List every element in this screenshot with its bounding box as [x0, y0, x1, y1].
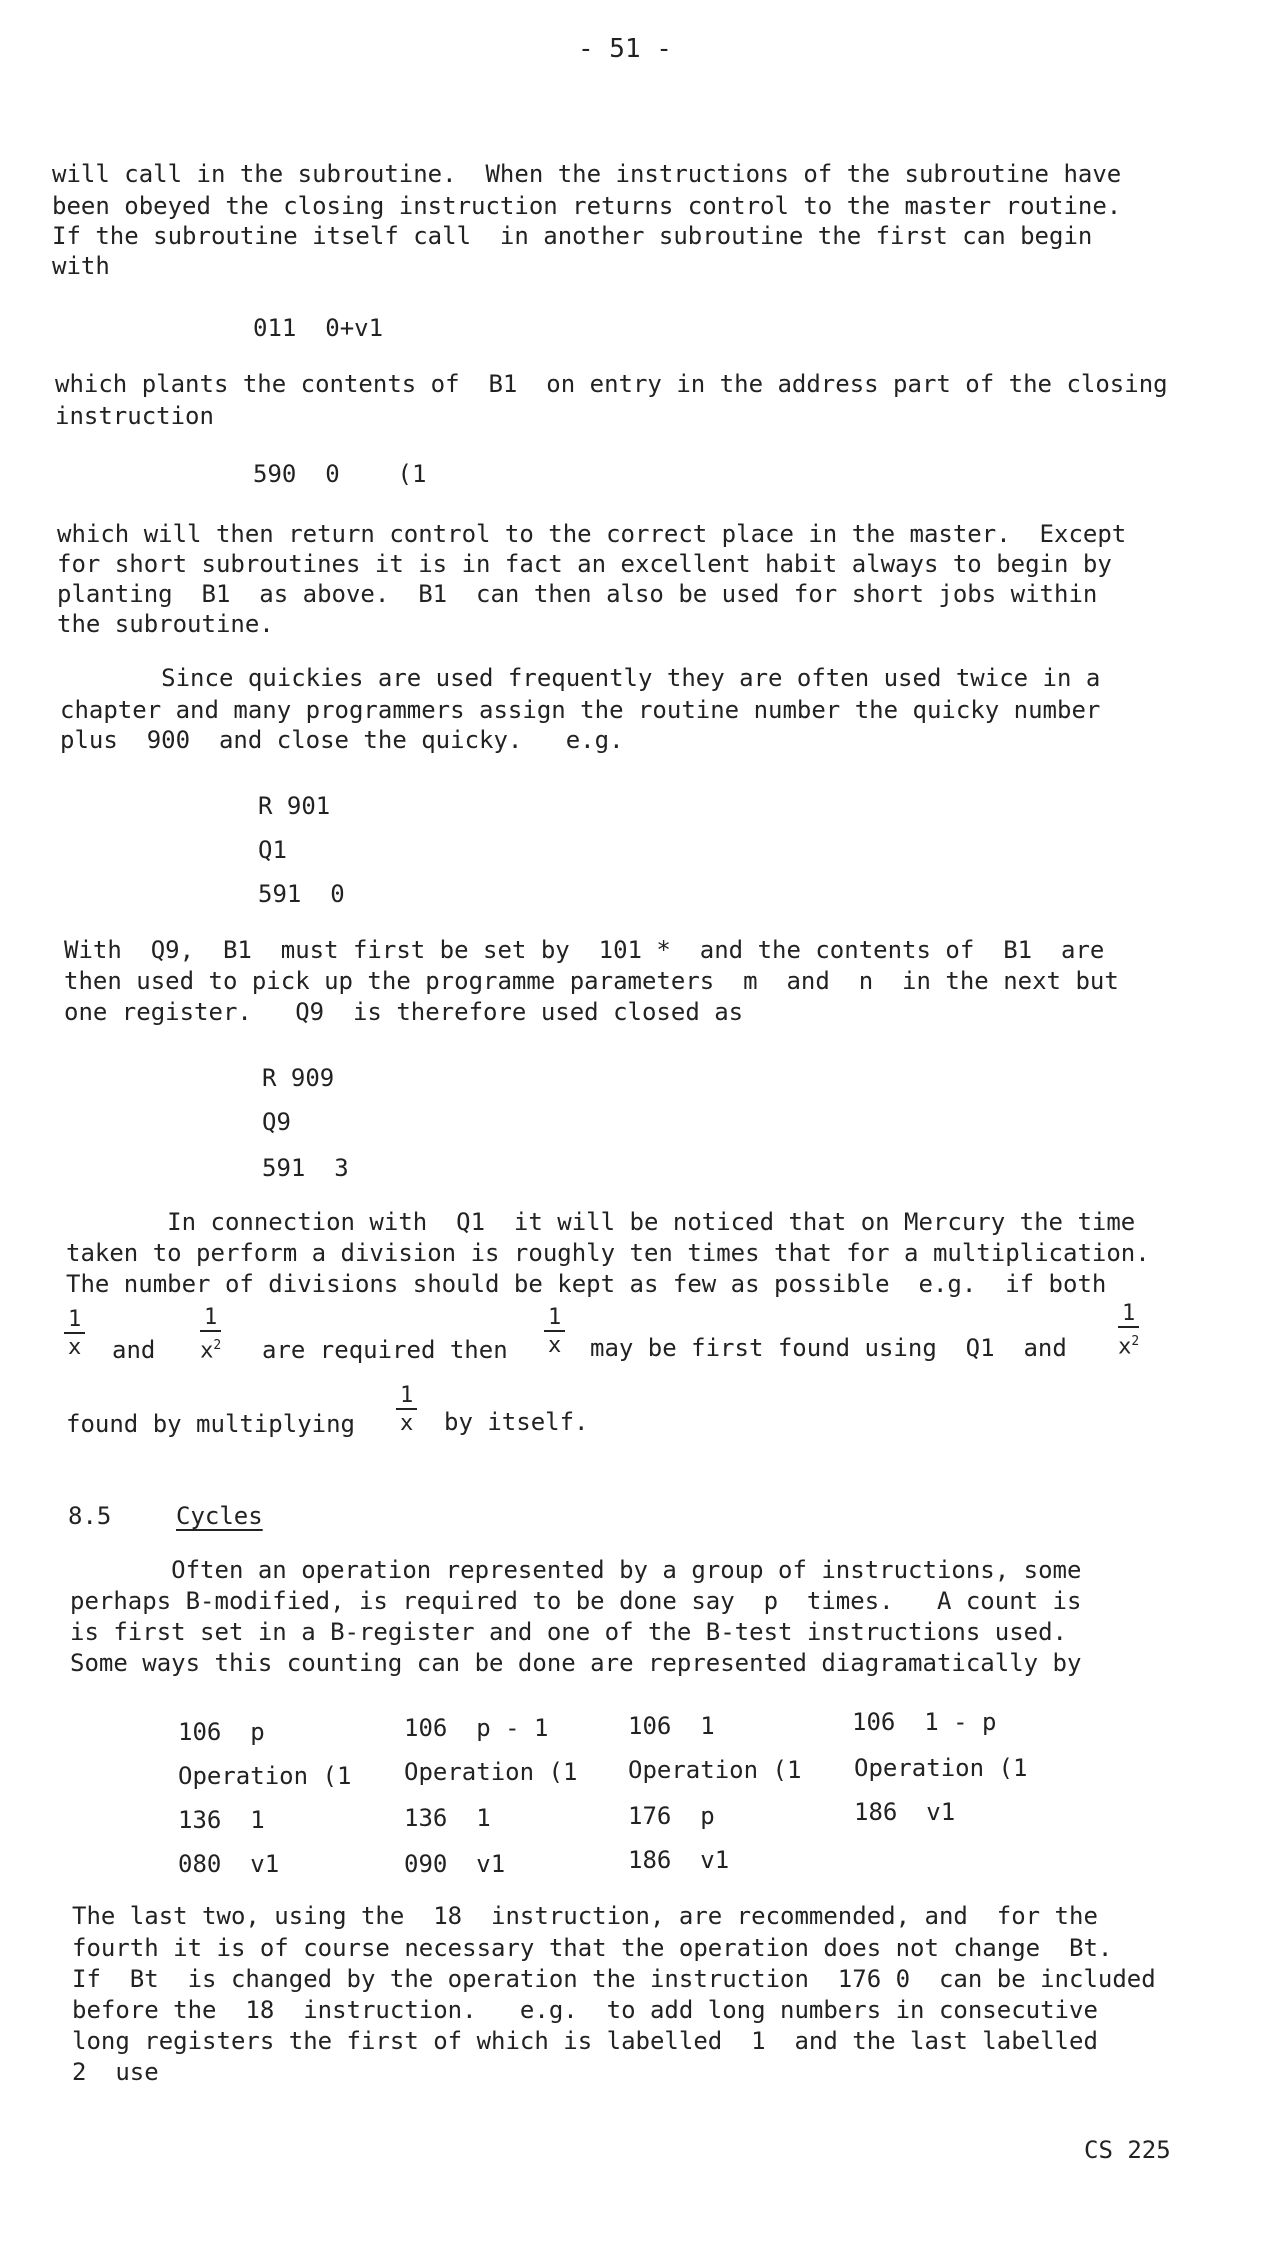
text-line: plus 900 and close the quicky. e.g. [60, 726, 624, 754]
section-title: Cycles [176, 1502, 263, 1530]
table-cell: 186 v1 [628, 1846, 730, 1874]
table-cell: Operation (1 [404, 1758, 578, 1786]
table-cell: 136 1 [178, 1806, 265, 1834]
text-line: Some ways this counting can be done are represented diagramatically by [70, 1649, 1082, 1677]
text-line: 2 use [72, 2058, 159, 2086]
text-line: perhaps B-modified, is required to be done say p times. A count is [70, 1587, 1082, 1615]
code-line: Q9 [262, 1108, 291, 1136]
fraction: $\frac{1}{x^2}$ [1118, 1301, 1140, 1360]
text-line: which plants the contents of B1 on entry in the address part of the closing [55, 370, 1168, 398]
text-line: one register. Q9 is therefore used closed as [64, 998, 744, 1026]
cycle-table [0, 1708, 1266, 1882]
code-line: 591 3 [262, 1154, 349, 1182]
text-line: Since quickies are used frequently they are often used twice in a [60, 664, 1101, 692]
code-line: Q1 [258, 836, 287, 864]
text-line: fourth it is of course necessary that the operation does not change Bt. [72, 1934, 1113, 1962]
table-cell: 090 v1 [404, 1850, 506, 1878]
code-line: R 901 [258, 792, 331, 820]
text-line: is first set in a B-register and one of the B-test instructions used. [70, 1618, 1067, 1646]
text-line: instruction [55, 402, 214, 430]
text-line: If Bt is changed by the operation the instruction 176 0 can be included [72, 1965, 1156, 1993]
table-cell: 080 v1 [178, 1850, 280, 1878]
text-line: planting B1 as above. B1 can then also be used for short jobs within [57, 580, 1098, 608]
text-line: chapter and many programmers assign the routine number the quicky number [60, 696, 1101, 724]
text-line: With Q9, B1 must first be set by 101 * and the contents of B1 are [64, 936, 1105, 964]
text-line: with [52, 252, 110, 280]
code-line: 590 0 (1 [253, 460, 427, 488]
code-line: R 909 [262, 1064, 335, 1092]
table-cell: 176 p [628, 1802, 715, 1830]
text-line: Often an operation represented by a group of instructions, some [70, 1556, 1082, 1584]
code-line: 011 0+v1 [253, 314, 384, 342]
code-line: 591 0 [258, 880, 345, 908]
fraction: $\frac{1}{x}$ [544, 1306, 565, 1358]
table-cell: 106 1 [628, 1712, 715, 1740]
page-number: - 51 - [578, 34, 672, 64]
document-reference: CS 225 [1084, 2136, 1171, 2164]
text-line: taken to perform a division is roughly ten times that for a multiplication. [66, 1239, 1150, 1267]
table-cell: 186 v1 [854, 1798, 956, 1826]
table-cell: 106 p [178, 1718, 265, 1746]
table-cell: Operation (1 [178, 1762, 352, 1790]
text-line: before the 18 instruction. e.g. to add long numbers in consecutive [72, 1996, 1098, 2024]
math-line: $\frac{1}{x}$ and $\frac{1}{x^2}$ are required then $\frac{1}{x}$ may be first found using Q1 and $\frac{1}{x^2}$ found by multiplying $\frac{1}{x}$ by itself. [66, 1301, 1140, 1438]
fraction: $\frac{1}{x}$ [64, 1308, 85, 1360]
text-line: If the subroutine itself call in another subroutine the first can begin [52, 222, 1093, 250]
text-line: which will then return control to the correct place in the master. Except [57, 520, 1127, 548]
text-line: In connection with Q1 it will be noticed that on Mercury the time [66, 1208, 1136, 1236]
table-cell: 106 1 - p [852, 1708, 997, 1736]
text-line: will call in the subroutine. When the instructions of the subroutine have [52, 160, 1122, 188]
text-line: then used to pick up the programme parameters m and n in the next but [64, 967, 1119, 995]
table-cell: 136 1 [404, 1804, 491, 1832]
fraction: $\frac{1}{x}$ [396, 1384, 417, 1436]
table-cell: 106 p - 1 [404, 1714, 549, 1742]
section-number: 8.5 [68, 1502, 112, 1530]
text-line: The last two, using the 18 instruction, are recommended, and for the [72, 1902, 1098, 1930]
table-cell: Operation (1 [628, 1756, 802, 1784]
text-line: been obeyed the closing instruction returns control to the master routine. [52, 192, 1122, 220]
text-line: the subroutine. [57, 610, 274, 638]
table-cell: Operation (1 [854, 1754, 1028, 1782]
text-line: for short subroutines it is in fact an excellent habit always to begin by [57, 550, 1112, 578]
text-line: long registers the first of which is labelled 1 and the last labelled [72, 2027, 1098, 2055]
text-line: The number of divisions should be kept as few as possible e.g. if both [66, 1270, 1107, 1298]
fraction: $\frac{1}{x^2}$ [200, 1305, 222, 1364]
